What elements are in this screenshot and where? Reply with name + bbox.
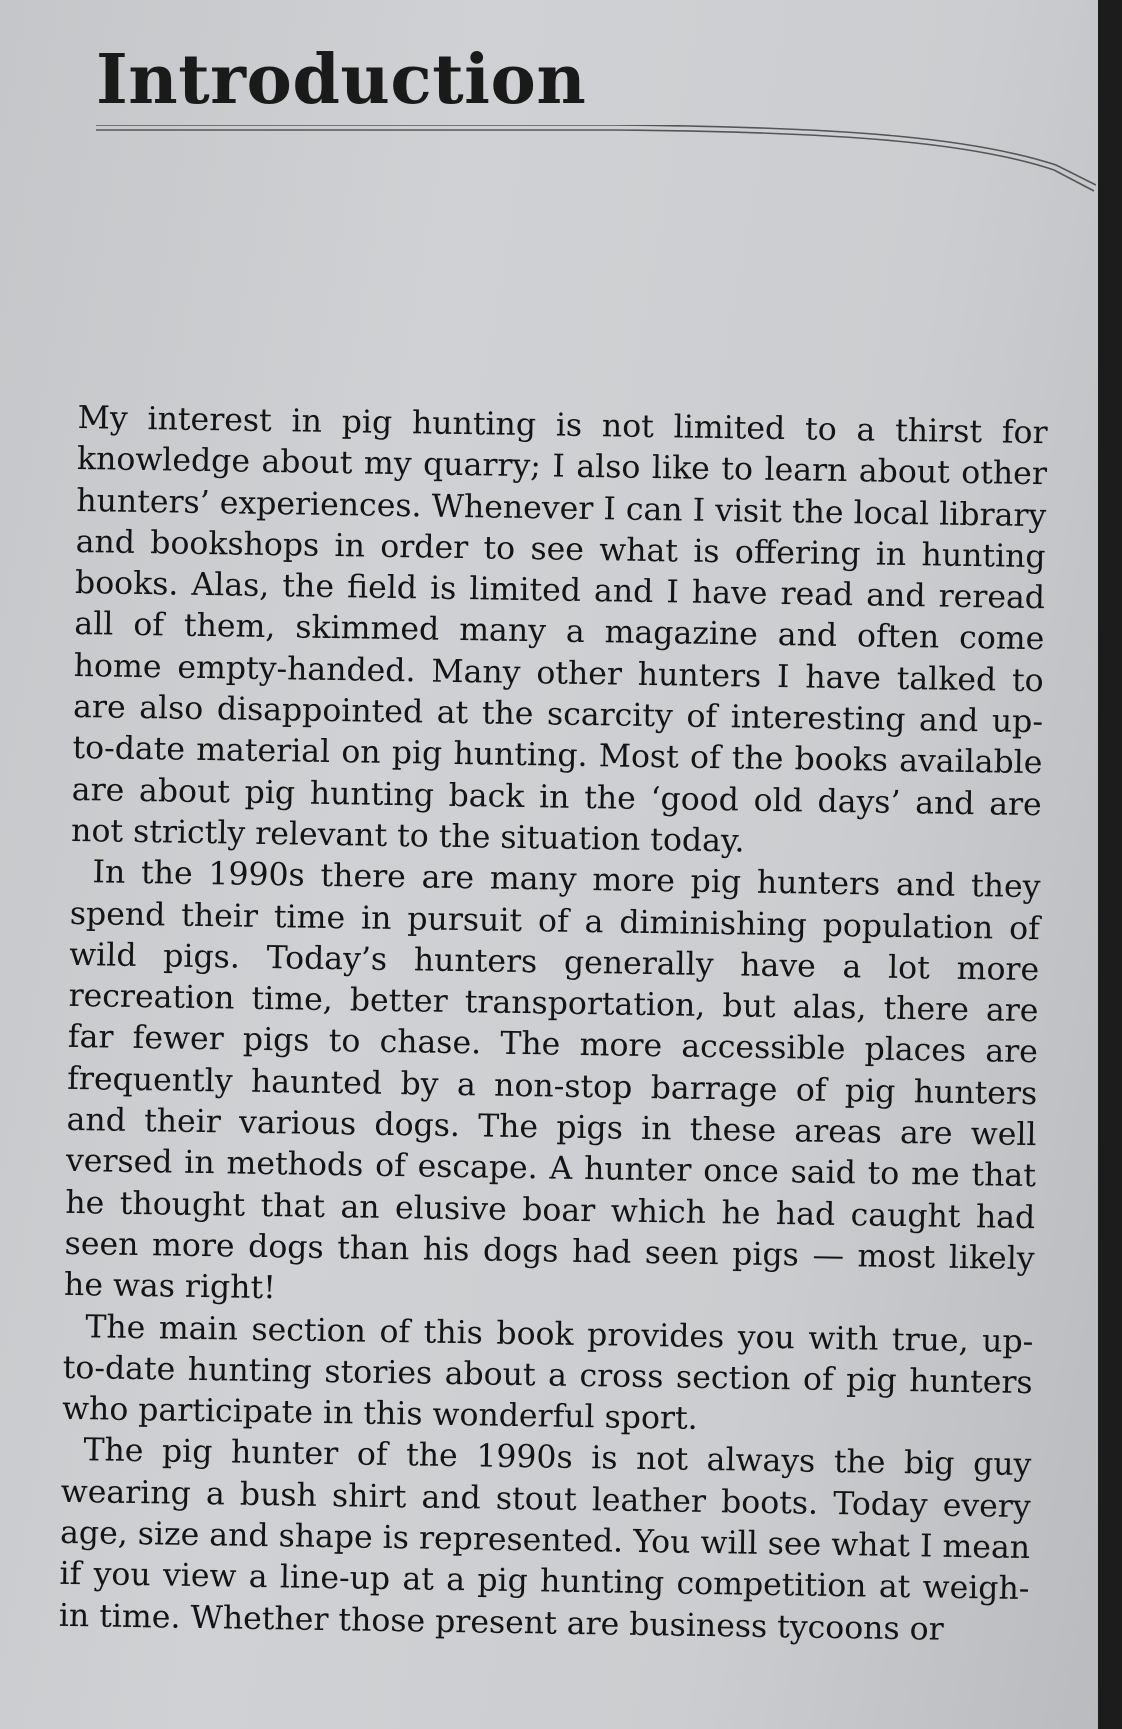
page-edge-shadow (1098, 0, 1122, 1729)
paragraph: The pig hunter of the 1990s is not always the big guy wearing a bush shirt and stout leather boots. Today every age, size and shape is represented. You will see what I mean if you view a line-up at a pig hunting competition at weigh-in time. Whether those present are business tycoons or (58, 1432, 1032, 1648)
paragraph: My interest in pig hunting is not limited to a thirst for knowledge about my quarry; I also like to learn about other hunters’ experiences. Whenever I can I visit the local library and bookshops in order to see what is offering in hunting books. Alas, the field is limited and I have read and reread all of them, skimmed many a magazine and often come home empty-handed. Many other hunters I have talked to are also disappointed at the scarcity of interesting and up-to-date material on pig hunting. Most of the books available are about pig hunting back in the ‘good old days’ and are not strictly relevant to the situation today. (70, 399, 1048, 860)
paragraph: In the 1990s there are many more pig hunters and they spend their time in pursuit of a diminishing population of wild pigs. Today’s hunters generally have a lot more recreation time, better transportation, but alas, there are far fewer pigs to chase. The more accessible places are frequently haunted by a non-stop barrage of pig hunters and their various dogs. The pigs in these areas are well versed in methods of escape. A hunter once said to me that he thought that an elusive boar which he had caught had seen more dogs than his dogs had seen pigs — most likely he was right! (63, 854, 1041, 1307)
body-text (59, 398, 1048, 1652)
title-rule (96, 125, 1096, 215)
chapter-title: Introduction (96, 40, 587, 120)
paragraph: The main section of this book provides you with true, up-to-date hunting stories about a cross section of pig hunters who participate in this wonderful sport. (61, 1308, 1034, 1437)
